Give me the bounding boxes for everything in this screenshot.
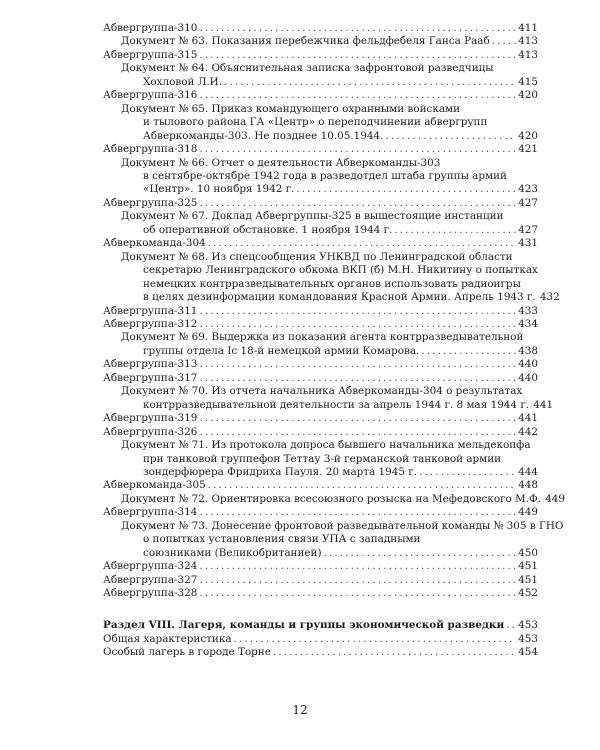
toc-page-number: 448 (518, 479, 538, 492)
toc-entry-line: Документ № 73. Донесение фронтовой разведывательной команды № 305 в ГНО (121, 519, 564, 532)
toc-page-number: 427 (518, 196, 538, 209)
toc-section-heading (103, 619, 538, 632)
toc-page-number: 413 (518, 35, 538, 48)
toc-leader-dots (199, 358, 516, 371)
toc-entry (103, 183, 538, 196)
toc-page-number: 431 (518, 237, 538, 250)
toc-entry (103, 372, 538, 385)
toc-page-number: 450 (518, 546, 538, 559)
toc-entry (103, 197, 538, 210)
toc-entry-title: группы отдела Ic 18-й немецкой армии Комарова. (143, 344, 420, 357)
toc-entry-line: Документ № 65. Приказ командующего охранными войсками (121, 102, 461, 115)
toc-entry-line: Документ № 70. Из отчета начальника Абверкоманды-304 о результатах (121, 385, 523, 398)
toc-entry-line: Документ № 69. Выдержка из показаний агента контрразведывательной (121, 331, 524, 344)
toc-entry (103, 574, 538, 587)
table-of-contents (103, 22, 565, 660)
section-gap (103, 600, 538, 619)
toc-entry-title: Абвергруппа-325 (103, 196, 198, 209)
toc-page-number: 440 (518, 371, 538, 384)
toc-entry-title: «Центр». 10 ноября 1942 г. (143, 183, 295, 196)
toc-page-number: 423 (518, 183, 538, 196)
toc-entry-line: при танковой группефон Теттау 3-й германской танковой армии (143, 452, 502, 465)
toc-entry (103, 587, 538, 600)
toc-entry-title: Абвергруппа-319 (103, 412, 198, 425)
toc-entry (103, 89, 538, 102)
toc-entry-title: Абвергруппа-313 (103, 358, 198, 371)
toc-page-number: 421 (518, 143, 538, 156)
toc-entry (103, 143, 538, 156)
toc-entry-title: Документ № 63. Показания перебежчика фельдфебеля Ганса Рааб (121, 35, 490, 48)
toc-page-number: 444 (518, 465, 538, 478)
toc-entry (103, 479, 538, 492)
toc-leader-dots (421, 345, 516, 358)
toc-entry-title: Абвергруппа-318 (103, 143, 198, 156)
toc-entry-title: Абверкоманда-305 (103, 479, 206, 492)
toc-page-number: 434 (518, 317, 538, 330)
toc-page-number: 433 (518, 304, 538, 317)
toc-entry-title: Абвергруппа-327 (103, 573, 198, 586)
toc-leader-dots (208, 237, 516, 250)
toc-entry-title: контрразведывательной деятельности за апрель 1944 г. 8 мая 1944 г. (143, 398, 530, 411)
toc-entry (103, 466, 538, 479)
toc-leader-dots (199, 89, 516, 102)
toc-leader-dots (199, 412, 516, 425)
toc-page-number: 442 (518, 425, 538, 438)
toc-page-number: 449 (545, 492, 565, 505)
toc-entry (103, 237, 538, 250)
toc-page-number: 411 (518, 22, 538, 34)
toc-page-number: 453 (518, 632, 538, 645)
toc-entry-title: об оперативной обстановке. 1 ноября 1944 г. (143, 223, 393, 236)
toc-entry-line: Документ № 64. Объяснительная записка зафронтовой разведчицы (121, 62, 494, 75)
toc-leader-dots (506, 619, 516, 632)
toc-entry (103, 412, 538, 425)
toc-entry (103, 224, 538, 237)
toc-entry-line: в сентябре-октябре 1942 года в разведотдел штаба группы армий (143, 169, 507, 182)
toc-leader-dots (199, 49, 516, 62)
toc-entry-title: Хохловой Л.И. (143, 75, 223, 88)
toc-leader-dots (296, 183, 516, 196)
toc-entry-title: Общая характеристика (103, 632, 232, 645)
page-number: 12 (292, 703, 308, 717)
toc-page-number: 438 (518, 344, 538, 357)
toc-entry-title: Абверкоманда-304 (103, 237, 206, 250)
toc-leader-dots (199, 318, 516, 331)
toc-page-number: 420 (518, 89, 538, 102)
toc-leader-dots (273, 646, 516, 659)
toc-leader-dots (199, 197, 516, 210)
toc-entry (103, 35, 538, 48)
toc-entry-title: зондерфюрера Фридриха Пауля. 20 марта 1945 г. (143, 465, 418, 478)
toc-page-number: 415 (518, 75, 538, 88)
toc-entry-line: немецких контрразведывательных органов использовать радиоигры (143, 277, 521, 290)
toc-entry-title: Абвергруппа-312 (103, 317, 198, 330)
toc-entry-title: Особый лагерь в городе Торне (103, 646, 271, 659)
toc-entry-title: Раздел VIII. Лагеря, команды и группы экономической разведки (103, 619, 505, 632)
toc-leader-dots (199, 426, 516, 439)
toc-entry (103, 358, 538, 371)
toc-page-number: 441 (533, 398, 554, 411)
toc-entry-line: о попытках установления связи УПА с западными (143, 533, 421, 546)
toc-entry (103, 345, 538, 358)
toc-entry-title: Абверкоманды-303. Не позднее 10.05.1944. (143, 129, 384, 142)
toc-entry-title: Абвергруппа-311 (103, 304, 198, 317)
toc-page-number: 432 (539, 291, 560, 304)
toc-leader-dots (385, 130, 516, 143)
toc-leader-dots (199, 22, 516, 35)
toc-page-number: 449 (518, 506, 538, 519)
toc-entry-line: Документ № 71. Из протокола допроса бывшего начальника мельдекопфа (121, 439, 531, 452)
toc-leader-dots (324, 547, 516, 560)
toc-entry-title: Абвергруппа-317 (103, 371, 198, 384)
toc-entry (103, 646, 538, 659)
toc-entry-title: Абвергруппа-326 (103, 425, 198, 438)
toc-page-number: 452 (518, 587, 538, 600)
toc-page-number: 451 (518, 560, 538, 573)
toc-entry (103, 398, 554, 412)
toc-leader-dots (199, 305, 516, 318)
toc-entry (103, 560, 538, 573)
toc-entry (103, 49, 538, 62)
toc-entry-title: Абвергруппа-328 (103, 587, 198, 600)
toc-entry (103, 506, 538, 519)
toc-entry (103, 130, 538, 143)
toc-page-number: 440 (518, 358, 538, 371)
toc-leader-dots (199, 506, 516, 519)
toc-entry (103, 305, 538, 318)
toc-entry (103, 492, 565, 506)
toc-entry-title: союзниками (Великобританией) (143, 546, 322, 559)
toc-entry-line: Документ № 67. Доклад Абвергруппы-325 в вышестоящие инстанции (121, 210, 504, 223)
toc-leader-dots (199, 587, 516, 600)
toc-page-number: 441 (518, 412, 538, 425)
toc-entry-line: Документ № 66. Отчет о деятельности Абверкоманды-303 (121, 156, 441, 169)
toc-leader-dots (199, 560, 516, 573)
toc-leader-dots (234, 633, 516, 646)
toc-page-number: 427 (518, 223, 538, 236)
toc-entry-title: Абвергруппа-316 (103, 89, 198, 102)
toc-entry-title: в целях дезинформации командования Красной Армии. Апрель 1943 г. (143, 291, 536, 304)
toc-entry (103, 318, 538, 331)
toc-leader-dots (208, 479, 516, 492)
toc-leader-dots (224, 76, 516, 89)
toc-entry-line: Документ № 68. Из спецсообщения УНКВД по Ленинградской области (121, 250, 513, 263)
toc-page-number: 420 (518, 129, 538, 142)
toc-leader-dots (419, 466, 516, 479)
toc-page-number: 454 (518, 646, 538, 659)
toc-entry-title: Документ № 72. Ориентировка всесоюзного розыска на Мефедовского М.Ф. (121, 492, 541, 505)
toc-entry-title: Абвергруппа-314 (103, 506, 198, 519)
toc-leader-dots (199, 372, 516, 385)
toc-leader-dots (492, 35, 516, 48)
toc-entry-title: Абвергруппа-315 (103, 48, 198, 61)
toc-entry (103, 22, 538, 35)
toc-page-number: 413 (518, 48, 538, 61)
toc-entry-line: секретарю Ленинградского обкома ВКП (б) М.Н. Никитину о попытках (143, 264, 538, 277)
toc-entry-title: Абвергруппа-310 (103, 22, 198, 34)
toc-leader-dots (394, 224, 516, 237)
toc-entry-line: и тылового района ГА «Центр» о переподчинении абвергрупп (143, 116, 488, 129)
toc-page-number: 451 (518, 573, 538, 586)
toc-entry (103, 291, 560, 304)
toc-entry (103, 426, 538, 439)
toc-leader-dots (199, 143, 516, 156)
toc-entry-title: Абвергруппа-324 (103, 560, 198, 573)
toc-entry (103, 633, 538, 646)
toc-entry (103, 547, 538, 560)
toc-page-number: 453 (518, 619, 538, 632)
toc-entry (103, 76, 538, 89)
toc-leader-dots (199, 574, 516, 587)
